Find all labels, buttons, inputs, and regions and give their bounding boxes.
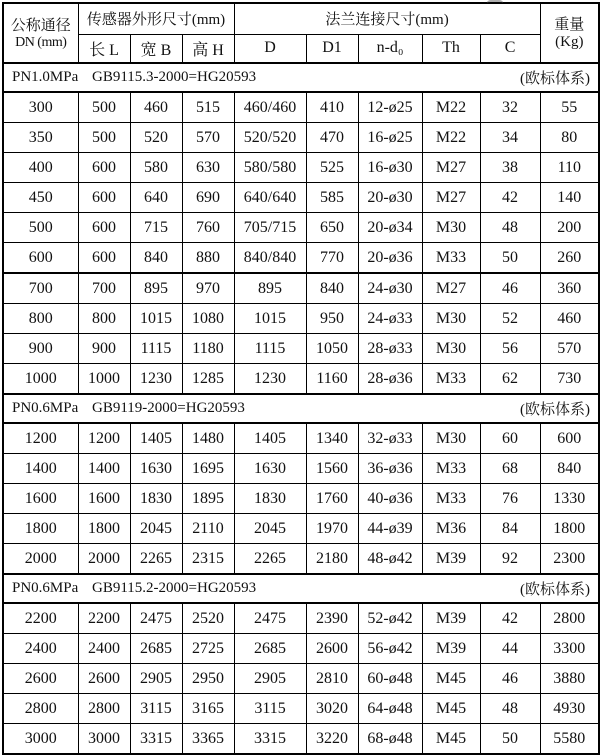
table-cell: 2685 <box>234 634 306 664</box>
section-header-cell <box>3 574 599 603</box>
table-cell: 840 <box>306 273 358 304</box>
table-cell: 2810 <box>306 664 358 694</box>
table-cell: 20-ø30 <box>358 183 422 213</box>
table-cell: 715 <box>130 213 182 243</box>
table-header <box>3 3 599 63</box>
table-cell: 1340 <box>306 423 358 454</box>
table-cell: 580 <box>130 153 182 183</box>
table-cell: 1560 <box>306 454 358 484</box>
table-cell: 110 <box>540 153 599 183</box>
section-header-content <box>4 398 598 419</box>
table-cell: 1630 <box>234 454 306 484</box>
table-cell: M22 <box>422 92 480 123</box>
table-row <box>3 364 599 395</box>
spec-table <box>2 2 600 755</box>
table-cell: 1000 <box>78 364 130 395</box>
table-row <box>3 213 599 243</box>
section-header-row <box>3 574 599 603</box>
table-cell: 64-ø48 <box>358 694 422 724</box>
table-cell: 46 <box>480 664 540 694</box>
table-cell: 3365 <box>182 724 234 755</box>
table-cell: 950 <box>306 304 358 334</box>
table-cell: 2400 <box>3 634 78 664</box>
header-weight-unit: (Kg) <box>555 34 584 50</box>
table-cell: 32 <box>480 92 540 123</box>
header-sensor-dimensions: 传感器外形尺寸(mm) <box>78 3 234 34</box>
table-cell: 500 <box>3 213 78 243</box>
table-cell: 570 <box>182 123 234 153</box>
table-cell: 2000 <box>3 544 78 575</box>
table-cell: 2725 <box>182 634 234 664</box>
table-cell: 3000 <box>3 724 78 755</box>
table-cell: 1050 <box>306 334 358 364</box>
table-cell: 56-ø42 <box>358 634 422 664</box>
table-cell: 4930 <box>540 694 599 724</box>
table-cell: 400 <box>3 153 78 183</box>
table-cell: 460 <box>130 92 182 123</box>
table-cell: 600 <box>78 243 130 274</box>
table-cell: 38 <box>480 153 540 183</box>
section-header-row <box>3 63 599 92</box>
section-header-row <box>3 394 599 423</box>
table-cell: 50 <box>480 724 540 755</box>
table-cell: 2475 <box>130 603 182 634</box>
table-cell: 2200 <box>3 603 78 634</box>
header-d1: D1 <box>306 34 358 63</box>
header-dn-label-en: DN (mm) <box>15 34 67 50</box>
table-cell: 1160 <box>306 364 358 395</box>
table-cell: 44 <box>480 634 540 664</box>
header-th: Th <box>422 34 480 63</box>
table-cell: 700 <box>78 273 130 304</box>
header-dn <box>3 3 78 63</box>
table-cell: 2800 <box>3 694 78 724</box>
section-pressure-label: PN1.0MPa <box>12 69 79 85</box>
table-cell: 1285 <box>182 364 234 395</box>
table-cell: 1015 <box>234 304 306 334</box>
table-cell: 2600 <box>78 664 130 694</box>
table-cell: 3315 <box>234 724 306 755</box>
section-pressure-label: PN0.6MPa <box>12 580 79 596</box>
header-n-d0: n-d₀ <box>358 34 422 63</box>
header-row-groups <box>3 3 599 34</box>
table-cell: 1000 <box>3 364 78 395</box>
table-cell: 1330 <box>540 484 599 514</box>
section-header-cell <box>3 394 599 423</box>
table-cell: M22 <box>422 123 480 153</box>
table-cell: 1080 <box>182 304 234 334</box>
table-cell: M33 <box>422 484 480 514</box>
table-cell: 24-ø33 <box>358 304 422 334</box>
table-cell: 44-ø39 <box>358 514 422 544</box>
table-cell: 450 <box>3 183 78 213</box>
section-standard-label: GB9115.3-2000=HG20593 <box>92 69 257 85</box>
table-cell: 690 <box>182 183 234 213</box>
table-cell: M39 <box>422 544 480 575</box>
table-cell: 2000 <box>78 544 130 575</box>
table-cell: 1180 <box>182 334 234 364</box>
table-cell: M30 <box>422 213 480 243</box>
table-cell: 1830 <box>234 484 306 514</box>
table-cell: 52-ø42 <box>358 603 422 634</box>
table-row <box>3 544 599 575</box>
table-cell: 42 <box>480 183 540 213</box>
table-cell: 1400 <box>3 454 78 484</box>
table-cell: 50 <box>480 243 540 274</box>
table-cell: 525 <box>306 153 358 183</box>
table-cell: M36 <box>422 514 480 544</box>
table-cell: 350 <box>3 123 78 153</box>
table-cell: 80 <box>540 123 599 153</box>
table-row <box>3 454 599 484</box>
table-cell: 3300 <box>540 634 599 664</box>
table-row <box>3 334 599 364</box>
table-row <box>3 153 599 183</box>
table-cell: 48 <box>480 694 540 724</box>
table-cell: 62 <box>480 364 540 395</box>
table-cell: 895 <box>234 273 306 304</box>
table-cell: M27 <box>422 183 480 213</box>
table-row <box>3 694 599 724</box>
table-cell: 470 <box>306 123 358 153</box>
table-cell: 640 <box>130 183 182 213</box>
table-cell: 3220 <box>306 724 358 755</box>
table-cell: 28-ø36 <box>358 364 422 395</box>
table-cell: M39 <box>422 634 480 664</box>
table-cell: M30 <box>422 304 480 334</box>
table-cell: 800 <box>3 304 78 334</box>
table-cell: 1895 <box>182 484 234 514</box>
table-cell: 2800 <box>540 603 599 634</box>
table-row <box>3 484 599 514</box>
table-cell: 520/520 <box>234 123 306 153</box>
table-cell: 2300 <box>540 544 599 575</box>
table-cell: 1230 <box>234 364 306 395</box>
section-note-label: (欧标体系) <box>520 402 591 418</box>
table-cell: 700 <box>3 273 78 304</box>
table-cell: 3000 <box>78 724 130 755</box>
table-cell: M33 <box>422 243 480 274</box>
header-weight-label-cn: 重量 <box>554 17 585 33</box>
table-cell: 1230 <box>130 364 182 395</box>
table-cell: 1630 <box>130 454 182 484</box>
table-cell: 1970 <box>306 514 358 544</box>
table-cell: 1405 <box>234 423 306 454</box>
table-cell: 2315 <box>182 544 234 575</box>
table-cell: 460 <box>540 304 599 334</box>
table-cell: 2905 <box>130 664 182 694</box>
table-cell: 2045 <box>234 514 306 544</box>
table-row <box>3 603 599 634</box>
table-cell: 1480 <box>182 423 234 454</box>
table-cell: 2265 <box>234 544 306 575</box>
table-row <box>3 123 599 153</box>
table-cell: 24-ø30 <box>358 273 422 304</box>
table-cell: 16-ø30 <box>358 153 422 183</box>
table-cell: 56 <box>480 334 540 364</box>
table-cell: 2180 <box>306 544 358 575</box>
table-cell: 2950 <box>182 664 234 694</box>
table-cell: 2600 <box>3 664 78 694</box>
table-row <box>3 724 599 755</box>
table-cell: 300 <box>3 92 78 123</box>
table-cell: 515 <box>182 92 234 123</box>
table-cell: 580/580 <box>234 153 306 183</box>
table-cell: 840 <box>540 454 599 484</box>
table-cell: 60-ø48 <box>358 664 422 694</box>
table-cell: 650 <box>306 213 358 243</box>
table-cell: 600 <box>540 423 599 454</box>
table-cell: 730 <box>540 364 599 395</box>
table-cell: 500 <box>78 92 130 123</box>
table-cell: 630 <box>182 153 234 183</box>
table-row <box>3 243 599 274</box>
section-note-label: (欧标体系) <box>520 582 591 598</box>
table-cell: 20-ø36 <box>358 243 422 274</box>
table-row <box>3 304 599 334</box>
table-cell: 770 <box>306 243 358 274</box>
table-cell: 800 <box>78 304 130 334</box>
table-cell: M33 <box>422 364 480 395</box>
table-cell: 48 <box>480 213 540 243</box>
table-cell: 68-ø48 <box>358 724 422 755</box>
table-cell: 52 <box>480 304 540 334</box>
table-cell: 2400 <box>78 634 130 664</box>
table-cell: 360 <box>540 273 599 304</box>
table-cell: 1600 <box>3 484 78 514</box>
header-c: C <box>480 34 540 63</box>
table-cell: 640/640 <box>234 183 306 213</box>
table-cell: 68 <box>480 454 540 484</box>
section-standard-label: GB9115.2-2000=HG20593 <box>92 580 257 596</box>
table-cell: 3880 <box>540 664 599 694</box>
section-standard-label: GB9119-2000=HG20593 <box>92 400 245 416</box>
table-cell: 5580 <box>540 724 599 755</box>
table-row <box>3 423 599 454</box>
table-cell: 600 <box>3 243 78 274</box>
table-cell: 1695 <box>182 454 234 484</box>
table-cell: 1015 <box>130 304 182 334</box>
table-cell: M27 <box>422 273 480 304</box>
table-cell: 2045 <box>130 514 182 544</box>
table-cell: 40-ø36 <box>358 484 422 514</box>
table-cell: 42 <box>480 603 540 634</box>
table-cell: 28-ø33 <box>358 334 422 364</box>
table-cell: 900 <box>78 334 130 364</box>
table-cell: 3315 <box>130 724 182 755</box>
table-cell: M33 <box>422 454 480 484</box>
table-cell: 1800 <box>78 514 130 544</box>
table-cell: 46 <box>480 273 540 304</box>
table-cell: 2390 <box>306 603 358 634</box>
table-cell: 600 <box>78 213 130 243</box>
table-cell: 570 <box>540 334 599 364</box>
table-cell: 840 <box>130 243 182 274</box>
table-cell: 585 <box>306 183 358 213</box>
table-cell: 32-ø33 <box>358 423 422 454</box>
table-row <box>3 514 599 544</box>
table-cell: 3115 <box>130 694 182 724</box>
table-cell: 520 <box>130 123 182 153</box>
table-cell: M45 <box>422 694 480 724</box>
table-cell: 1115 <box>130 334 182 364</box>
table-cell: 2800 <box>78 694 130 724</box>
header-weight <box>540 3 599 63</box>
table-cell: 2520 <box>182 603 234 634</box>
table-cell: M30 <box>422 334 480 364</box>
table-cell: 2265 <box>130 544 182 575</box>
table-cell: 2905 <box>234 664 306 694</box>
header-d: D <box>234 34 306 63</box>
table-cell: 500 <box>78 123 130 153</box>
header-width: 宽 B <box>130 34 182 63</box>
table-cell: 880 <box>182 243 234 274</box>
table-cell: 260 <box>540 243 599 274</box>
table-row <box>3 273 599 304</box>
table-cell: 840/840 <box>234 243 306 274</box>
table-body <box>3 63 599 754</box>
table-cell: 3020 <box>306 694 358 724</box>
table-cell: 705/715 <box>234 213 306 243</box>
section-header-content <box>4 578 598 599</box>
table-row <box>3 664 599 694</box>
header-dn-label-cn: 公称通径 <box>10 17 71 34</box>
table-cell: 970 <box>182 273 234 304</box>
table-cell: 900 <box>3 334 78 364</box>
header-length: 长 L <box>78 34 130 63</box>
table-cell: 12-ø25 <box>358 92 422 123</box>
table-cell: 36-ø36 <box>358 454 422 484</box>
scan-artifact <box>487 0 503 5</box>
table-cell: M39 <box>422 603 480 634</box>
table-cell: 1400 <box>78 454 130 484</box>
table-row <box>3 183 599 213</box>
section-pressure-label: PN0.6MPa <box>12 400 79 416</box>
header-height: 高 H <box>182 34 234 63</box>
section-header-cell <box>3 63 599 92</box>
table-cell: 84 <box>480 514 540 544</box>
table-cell: M45 <box>422 724 480 755</box>
table-cell: 1200 <box>3 423 78 454</box>
table-cell: 3115 <box>234 694 306 724</box>
table-cell: 60 <box>480 423 540 454</box>
table-cell: 20-ø34 <box>358 213 422 243</box>
table-cell: 2110 <box>182 514 234 544</box>
table-cell: 55 <box>540 92 599 123</box>
header-flange-dimensions: 法兰连接尺寸(mm) <box>234 3 540 34</box>
header-row-subcolumns <box>3 34 599 63</box>
table-cell: 410 <box>306 92 358 123</box>
table-cell: 2685 <box>130 634 182 664</box>
table-cell: 2200 <box>78 603 130 634</box>
table-cell: 48-ø42 <box>358 544 422 575</box>
table-cell: 1600 <box>78 484 130 514</box>
table-cell: 34 <box>480 123 540 153</box>
table-cell: 3165 <box>182 694 234 724</box>
table-cell: 460/460 <box>234 92 306 123</box>
table-row <box>3 634 599 664</box>
table-cell: 600 <box>78 183 130 213</box>
table-cell: 895 <box>130 273 182 304</box>
table-cell: 1800 <box>3 514 78 544</box>
table-cell: 2475 <box>234 603 306 634</box>
table-cell: 600 <box>78 153 130 183</box>
table-cell: 76 <box>480 484 540 514</box>
table-cell: 140 <box>540 183 599 213</box>
table-cell: 1830 <box>130 484 182 514</box>
table-row <box>3 92 599 123</box>
section-header-content <box>4 67 598 88</box>
table-cell: 760 <box>182 213 234 243</box>
table-cell: 92 <box>480 544 540 575</box>
table-cell: 200 <box>540 213 599 243</box>
table-cell: M30 <box>422 423 480 454</box>
table-cell: 1200 <box>78 423 130 454</box>
table-cell: 1115 <box>234 334 306 364</box>
section-note-label: (欧标体系) <box>520 71 591 87</box>
table-cell: M27 <box>422 153 480 183</box>
table-cell: 1760 <box>306 484 358 514</box>
table-cell: M45 <box>422 664 480 694</box>
table-cell: 1800 <box>540 514 599 544</box>
table-cell: 16-ø25 <box>358 123 422 153</box>
table-cell: 1405 <box>130 423 182 454</box>
table-cell: 2600 <box>306 634 358 664</box>
